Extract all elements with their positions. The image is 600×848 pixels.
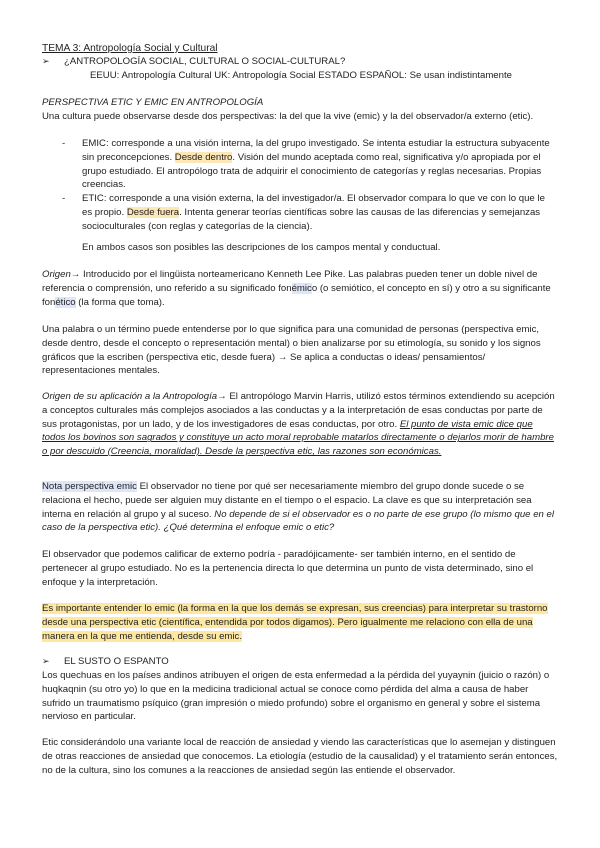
highlight-desde-fuera: Desde fuera	[126, 206, 180, 218]
nota-paragraph: Nota perspectiva emic El observador no tiene por qué ser necesariamente miembro del grupo donde sucede o se relaciona el hecho, puede ser alguien muy distante en el tiempo o el espacio. La clave es que su interpretación sea interna en relación al grupo y al suceso. No depende de si el observador es o no parte de ese grupo (lo mismo que en el caso de la perspectiva etic). ¿Qué determina el enfoque emic o etic?	[42, 481, 554, 534]
both-cases-line: En ambos casos son posibles las descripciones de los campos mental y conductual.	[82, 242, 441, 253]
question-line	[42, 55, 558, 69]
page-title: TEMA 3: Antropología Social y Cultural	[42, 43, 218, 54]
arrow-bullet-icon: ➢	[42, 56, 50, 66]
aplicacion-label: Origen de su aplicación a la Antropología	[42, 391, 218, 402]
list-item-etic: - ETIC: corresponde a una visión externa, la del investigador/a. El observador compara lo que ve con lo que le es propio. Desde fuera. Intenta generar teorías científicas sobre las causas de las diferencias y semejanzas socioculturales (con reglas y categorías de la ciencia).	[62, 193, 545, 232]
susto-paragraph-1: Los quechuas en los países andinos atribuyen el origen de esta enfermedad a la pérdida del yuyaynin (juicio o razón) o huqkaqnin (su otro yo) lo que en la medicina tradicional actual se conoce como pérdida del alma a causa de haber sufrido un traumatismo psíquico (gran impresión o miedo profundo) sobre el organismo en general y sobre el sistema nervioso en particular.	[42, 670, 550, 723]
highlight-emic: émic	[291, 282, 312, 294]
bovinos-example: El punto de vista emic dice que todos los bovinos son sagrados y constituye un acto moral reprobable matarlos directamente o dejarlos morir de hambre o por descuido (Creencia, moralidad). Desde la perspectiva etic, las razones son económicas.	[42, 418, 554, 458]
importante-paragraph	[42, 602, 558, 643]
section-heading-etic-emic: PERSPECTIVA ETIC Y EMIC EN ANTROPOLOGÍA	[42, 97, 264, 108]
origen-label: Origen	[42, 269, 71, 280]
perspective-list	[62, 137, 556, 234]
palabra-paragraph: Una palabra o un término puede entenderse por lo que significa para una comunidad de personas (perspectiva emic, desde dentro, desde el concepto o representación mental) o bien analizarse por su etimología, su sonido y los signos gráficos que la escriben (perspectiva etic, desde fuera) → Se aplica a conductas o ideas/ pensamientos/ representaciones mentales.	[42, 324, 541, 377]
highlight-desde-dentro: Desde dentro	[174, 151, 233, 163]
question-text: ¿ANTROPOLOGÍA SOCIAL, CULTURAL O SOCIAL-CULTURAL?	[64, 56, 346, 67]
list-item-emic: - EMIC: corresponde a una visión interna, la del grupo investigado. Se intenta estudiar la estructura subyacente sin preconcepciones. Desde dentro. Visión del mundo aceptada como real, significativa y/o apropiada por el grupo estudiado. El antropólogo trata de adquirir el conocimiento de categorías y reglas necesarias. Propias creencias.	[62, 138, 550, 191]
susto-paragraph-2: Etic considerándolo una variante local de reacción de ansiedad y viendo las características que lo asemejan y distinguen de otras reacciones de ansiedad que conocemos. La etiología (estudio de la causalidad) y el tratamiento serán entonces, no de la cultura, sino los comunes a la reacciones de ansiedad según las entiende el observador.	[42, 737, 558, 776]
nota-italic: No depende de si el observador es o no parte de ese grupo (lo mismo que en el caso de la perspectiva etic). ¿Qué determina el enfoque emic o etic?	[42, 508, 554, 534]
section-heading-susto: EL SUSTO O ESPANTO	[64, 656, 169, 667]
dash-bullet: -	[62, 138, 66, 149]
arrow-bullet-icon: ➢	[42, 656, 50, 666]
origen-paragraph: Origen→ Introducido por el lingüista norteamericano Kenneth Lee Pike. Las palabras pueden tener un doble nivel de referencia o comprensión, uno referido a su significado fonémico (o semiótico, el concepto en sí) y otro a su significante fonético (la forma que toma).	[42, 269, 551, 308]
observador-paragraph: El observador que podemos calificar de externo podría - paradójicamente- ser también interno, en el sentido de pertenecer al grupo estudiado. No es la pertenencia directa lo que determina un punto de vista determinado, sino el enfoque y la interpretación.	[42, 549, 534, 588]
highlight-etico: ético	[55, 296, 76, 308]
etic-emic-intro: Una cultura puede observarse desde dos perspectivas: la del que la vive (emic) y la del observador/a externo (etic).	[42, 111, 534, 122]
susto-heading-line	[42, 655, 558, 669]
aplicacion-paragraph: Origen de su aplicación a la Antropología→ El antropólogo Marvin Harris, utilizó estos términos extendiendo su acepción a conceptos culturales más complejos asociados a las conductas y a la interpretación de esas conductas por parte de sus protagonistas, por un lado, y de los investigadores de esas conductas, por otro. El punto de vista emic dice que todos los bovinos son sagrados y constituye un acto moral reprobable matarlos directamente o dejarlos morir de hambre o por descuido (Creencia, moralidad). Desde la perspectiva etic, las razones son económicas.	[42, 391, 555, 458]
highlight-importante: Es importante entender lo emic (la forma en la que los demás se expresan, sus creencias) para interpretar su trastorno desde una perspectiva etic (científica, entendida por todos digamos). Pero igualmente me relaciono con ella de una manera en la que me entienda, desde su emic.	[42, 603, 548, 642]
dash-bullet: -	[62, 193, 66, 205]
usage-line: EEUU: Antropología Cultural UK: Antropología Social ESTADO ESPAÑOL: Se usan indistintamente	[90, 70, 512, 81]
highlight-nota: Nota perspectiva emic	[42, 481, 137, 492]
